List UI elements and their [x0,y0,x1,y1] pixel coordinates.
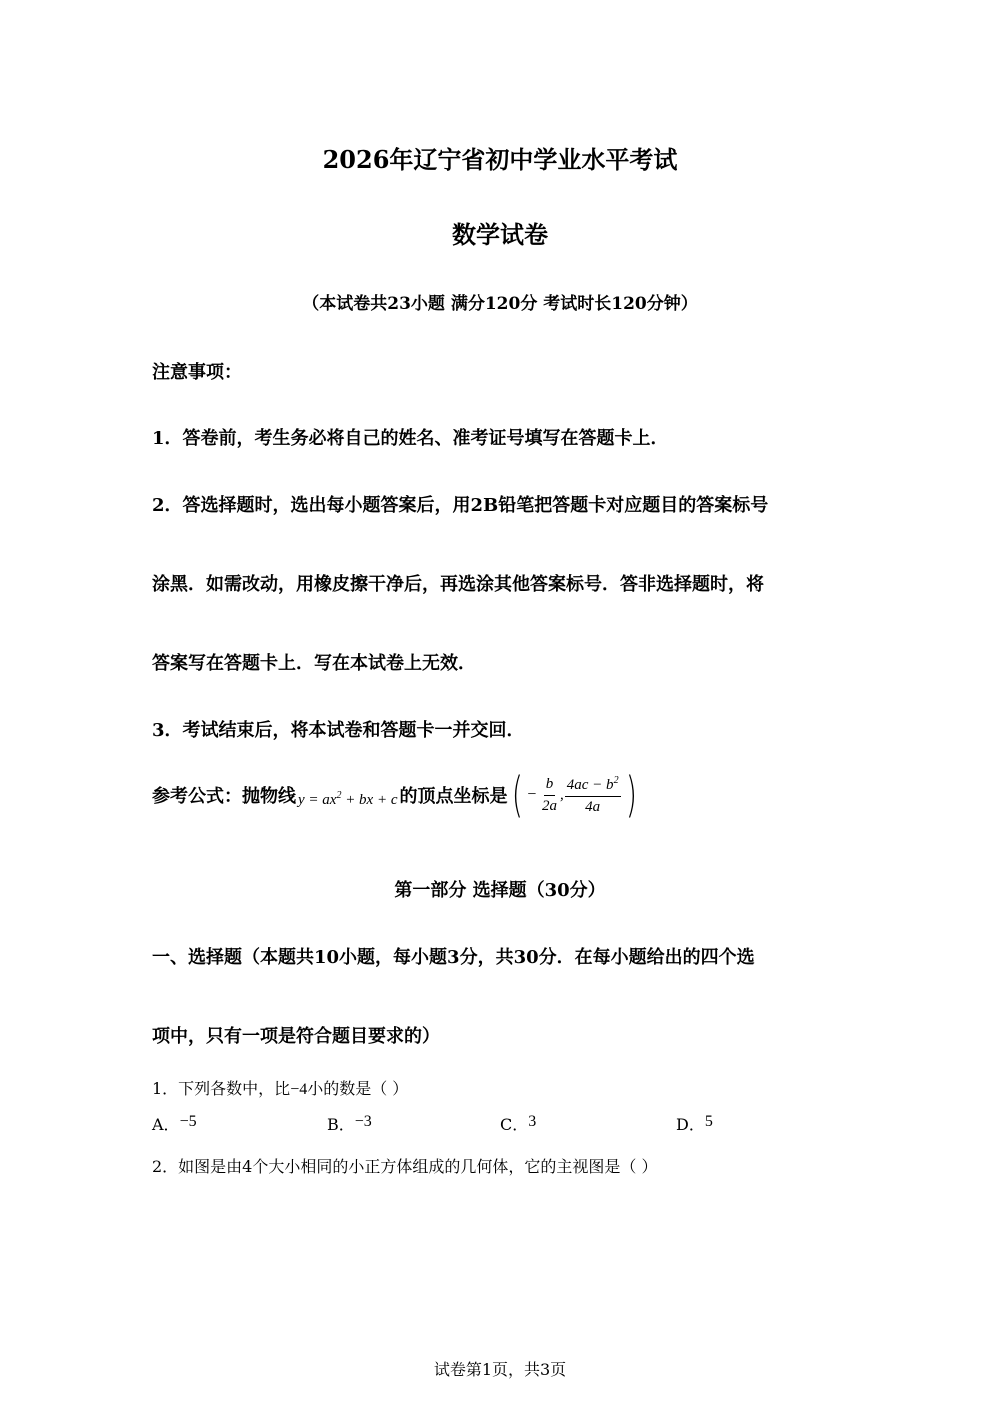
note-item-2-line-3: 答案写在答题卡上．写在本试卷上无效． [152,653,476,674]
note-item-2-line-2: 涂黑．如需改动，用橡皮擦干净后，再选涂其他答案标号．答非选择题时，将 [152,574,764,595]
vertex-coordinates [508,767,641,823]
exam-subtitle: 数学试卷 [452,220,548,249]
left-paren: ( [511,767,523,823]
q1-option-a: A．−5 [152,1113,197,1134]
formula-suffix: 的顶点坐标是 [399,786,508,807]
note-item-2-line-1: 2．答选择题时，选出每小题答案后，用2B铅笔把答题卡对应题目的答案标号 [152,495,769,516]
q1-option-d: D．5 [676,1113,713,1134]
reference-formula [152,768,640,822]
comma: , [560,786,564,803]
section-instruction-line-2: 项中，只有一项是符合题目要求的） [152,1026,440,1047]
fraction-4ac-b2-over-4a: $\frac{4ac - b^2}{4a}$ [566,774,619,815]
page-footer: 试卷第1页，共3页 [433,1360,567,1379]
q1-option-b: B．−3 [327,1113,372,1134]
exam-title: 2026年辽宁省初中学业水平考试 [322,145,678,174]
note-item-3: 3．考试结束后，将本试卷和答题卡一并交回． [152,720,525,741]
q1-option-c: C．3 [500,1113,537,1134]
exam-info: （本试卷共23小题 满分120分 考试时长120分钟） [302,294,698,314]
note-item-1: 1．答卷前，考生务必将自己的姓名、准考证号填写在答题卡上． [152,428,669,449]
part1-heading: 第一部分 选择题（30分） [394,880,606,901]
section-instruction-line-1: 一、选择题（本题共10小题，每小题3分，共30分．在每小题给出的四个选 [152,947,755,968]
notes-heading: 注意事项： [152,362,242,383]
question-2: 2．如图是由4个大小相同的小正方体组成的几何体，它的主视图是（ ） [152,1157,658,1176]
formula-label: 参考公式：抛物线 [152,786,296,807]
right-paren: ) [625,767,637,823]
parabola-equation: $y = ax^2$ + bx + c [298,789,398,808]
question-1: 1．下列各数中，比−4小的数是（ ） [152,1079,409,1098]
fraction-b-over-2a: $\frac{b}{2a}$ [542,775,558,814]
minus-sign: − [526,786,538,803]
